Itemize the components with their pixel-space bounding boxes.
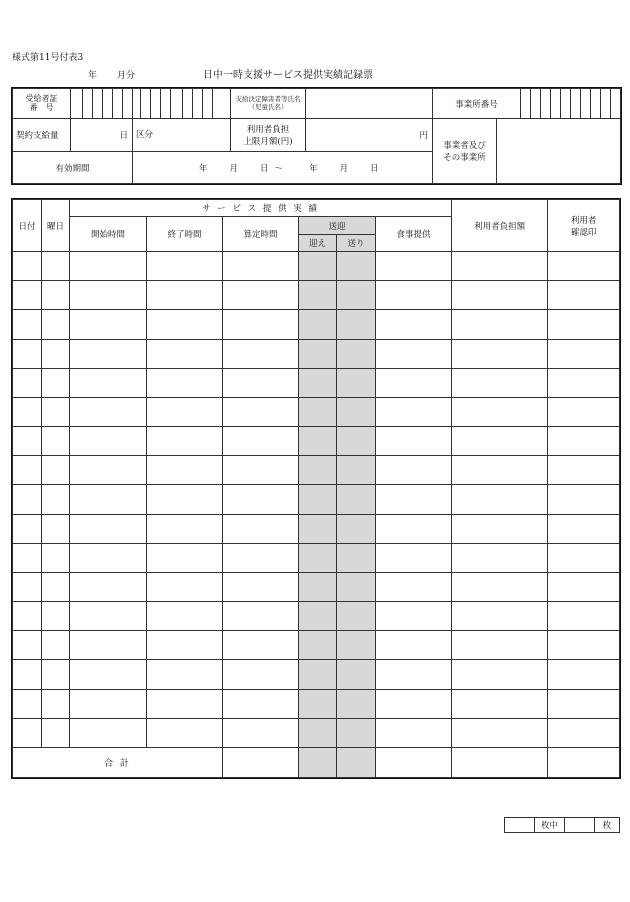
burden-cell[interactable] bbox=[452, 602, 548, 631]
end-cell[interactable] bbox=[147, 514, 223, 543]
confirm-cell[interactable] bbox=[548, 660, 620, 689]
table-row bbox=[13, 427, 620, 456]
confirm-cell[interactable] bbox=[548, 514, 620, 543]
burden-cell[interactable] bbox=[452, 281, 548, 310]
burden-cell[interactable] bbox=[452, 368, 548, 397]
dow-cell[interactable] bbox=[42, 543, 70, 572]
start-cell[interactable] bbox=[70, 631, 147, 660]
form-id: 様式第11号付表3 bbox=[12, 53, 84, 63]
recipient-no-digit[interactable] bbox=[133, 89, 141, 119]
table-row bbox=[13, 572, 620, 601]
burden-cell[interactable] bbox=[452, 631, 548, 660]
dropoff-col-header: 送り bbox=[337, 235, 376, 252]
pickup-cell[interactable] bbox=[299, 543, 337, 572]
recipient-no-digit[interactable] bbox=[103, 89, 113, 119]
dow-cell[interactable] bbox=[42, 339, 70, 368]
meal-cell[interactable] bbox=[376, 281, 452, 310]
burden-cell[interactable] bbox=[452, 514, 548, 543]
form-title: 日中一時支援サービス提供実績記録票 bbox=[203, 70, 373, 81]
date-cell[interactable] bbox=[13, 485, 42, 514]
table-row bbox=[13, 514, 620, 543]
transport-group-header: 送迎 bbox=[299, 217, 376, 235]
start-cell[interactable] bbox=[70, 718, 147, 747]
total-dropoff-cell[interactable] bbox=[337, 748, 376, 778]
pickup-cell[interactable] bbox=[299, 660, 337, 689]
table-row bbox=[13, 456, 620, 485]
end-cell[interactable] bbox=[147, 397, 223, 426]
service-group-header: サ ー ビ ス 提 供 実 績 bbox=[70, 200, 452, 217]
burden-limit-field[interactable]: 円 bbox=[306, 119, 433, 152]
end-cell[interactable] bbox=[147, 718, 223, 747]
dow-cell[interactable] bbox=[42, 572, 70, 601]
office-no-label: 事業所番号 bbox=[433, 89, 521, 119]
dropoff-cell[interactable] bbox=[337, 310, 376, 339]
confirm-cell[interactable] bbox=[548, 397, 620, 426]
meal-cell[interactable] bbox=[376, 514, 452, 543]
end-col-header: 終了時間 bbox=[147, 217, 223, 252]
sheet-total-field[interactable] bbox=[565, 818, 595, 833]
calc-cell[interactable] bbox=[223, 631, 299, 660]
table-row bbox=[13, 689, 620, 718]
table-row bbox=[13, 602, 620, 631]
contract-amount-label: 契約支給量 bbox=[13, 119, 71, 152]
confirm-cell[interactable] bbox=[548, 339, 620, 368]
date-cell[interactable] bbox=[13, 281, 42, 310]
end-cell[interactable] bbox=[147, 339, 223, 368]
start-cell[interactable] bbox=[70, 252, 147, 281]
dow-cell[interactable] bbox=[42, 718, 70, 747]
meal-cell[interactable] bbox=[376, 660, 452, 689]
provider-field[interactable] bbox=[497, 119, 621, 184]
date-cell[interactable] bbox=[13, 252, 42, 281]
meal-cell[interactable] bbox=[376, 252, 452, 281]
dropoff-cell[interactable] bbox=[337, 602, 376, 631]
table-row bbox=[13, 368, 620, 397]
end-cell[interactable] bbox=[147, 427, 223, 456]
pickup-cell[interactable] bbox=[299, 602, 337, 631]
burden-cell[interactable] bbox=[452, 427, 548, 456]
valid-period-label: 有効期間 bbox=[13, 152, 133, 184]
burden-cell[interactable] bbox=[452, 572, 548, 601]
confirm-cell[interactable] bbox=[548, 456, 620, 485]
dropoff-cell[interactable] bbox=[337, 572, 376, 601]
confirm-cell[interactable] bbox=[548, 689, 620, 718]
start-col-header: 開始時間 bbox=[70, 217, 147, 252]
burden-cell[interactable] bbox=[452, 543, 548, 572]
sheet-unit-label: 枚 bbox=[595, 818, 620, 833]
dropoff-cell[interactable] bbox=[337, 252, 376, 281]
dow-cell[interactable] bbox=[42, 514, 70, 543]
table-row bbox=[13, 631, 620, 660]
dow-cell[interactable] bbox=[42, 660, 70, 689]
calc-col-header: 算定時間 bbox=[223, 217, 299, 252]
meal-col-header: 食事提供 bbox=[376, 217, 452, 252]
dropoff-cell[interactable] bbox=[337, 660, 376, 689]
calc-cell[interactable] bbox=[223, 252, 299, 281]
date-col-header: 日付 bbox=[13, 200, 42, 252]
header-table bbox=[12, 88, 621, 184]
end-cell[interactable] bbox=[147, 456, 223, 485]
calc-cell[interactable] bbox=[223, 281, 299, 310]
calc-cell[interactable] bbox=[223, 310, 299, 339]
calc-cell[interactable] bbox=[223, 397, 299, 426]
office-no-digit[interactable] bbox=[611, 89, 621, 119]
burden-cell[interactable] bbox=[452, 339, 548, 368]
dropoff-cell[interactable] bbox=[337, 631, 376, 660]
confirm-cell[interactable] bbox=[548, 310, 620, 339]
office-no-digit[interactable] bbox=[601, 89, 611, 119]
total-meal-cell[interactable] bbox=[376, 748, 452, 778]
start-cell[interactable] bbox=[70, 339, 147, 368]
date-cell[interactable] bbox=[13, 310, 42, 339]
date-cell[interactable] bbox=[13, 718, 42, 747]
start-cell[interactable] bbox=[70, 572, 147, 601]
burden-cell[interactable] bbox=[452, 252, 548, 281]
recipient-no-label: 受給者証 番 号 bbox=[13, 89, 71, 119]
category-field[interactable]: 区分 bbox=[133, 119, 231, 152]
pickup-cell[interactable] bbox=[299, 310, 337, 339]
office-no-digit[interactable] bbox=[531, 89, 541, 119]
meal-cell[interactable] bbox=[376, 339, 452, 368]
table-row bbox=[13, 310, 620, 339]
date-cell[interactable] bbox=[13, 339, 42, 368]
burden-cell[interactable] bbox=[452, 660, 548, 689]
dow-cell[interactable] bbox=[42, 368, 70, 397]
confirm-cell[interactable] bbox=[548, 485, 620, 514]
total-pickup-cell[interactable] bbox=[299, 748, 337, 778]
start-cell[interactable] bbox=[70, 281, 147, 310]
date-cell[interactable] bbox=[13, 572, 42, 601]
start-cell[interactable] bbox=[70, 427, 147, 456]
confirm-cell[interactable] bbox=[548, 631, 620, 660]
calc-cell[interactable] bbox=[223, 660, 299, 689]
dow-cell[interactable] bbox=[42, 310, 70, 339]
office-no-digit[interactable] bbox=[521, 89, 531, 119]
pickup-cell[interactable] bbox=[299, 514, 337, 543]
recipient-no-digit[interactable] bbox=[213, 89, 231, 119]
calc-cell[interactable] bbox=[223, 718, 299, 747]
recipient-no-digit[interactable] bbox=[71, 89, 83, 119]
confirm-cell[interactable] bbox=[548, 281, 620, 310]
confirm-col-header: 利用者 確認印 bbox=[548, 200, 620, 252]
confirm-cell[interactable] bbox=[548, 572, 620, 601]
dow-cell[interactable] bbox=[42, 252, 70, 281]
office-no-digit[interactable] bbox=[571, 89, 581, 119]
start-cell[interactable] bbox=[70, 485, 147, 514]
recipient-no-digit[interactable] bbox=[123, 89, 133, 119]
pickup-cell[interactable] bbox=[299, 485, 337, 514]
dow-cell[interactable] bbox=[42, 456, 70, 485]
burden-cell[interactable] bbox=[452, 485, 548, 514]
pickup-cell[interactable] bbox=[299, 281, 337, 310]
calc-cell[interactable] bbox=[223, 368, 299, 397]
meal-cell[interactable] bbox=[376, 689, 452, 718]
confirm-cell[interactable] bbox=[548, 427, 620, 456]
dow-col-header: 曜日 bbox=[42, 200, 70, 252]
total-burden-cell[interactable] bbox=[452, 748, 548, 778]
calc-cell[interactable] bbox=[223, 514, 299, 543]
end-cell[interactable] bbox=[147, 689, 223, 718]
burden-cell[interactable] bbox=[452, 310, 548, 339]
dropoff-cell[interactable] bbox=[337, 485, 376, 514]
burden-cell[interactable] bbox=[452, 456, 548, 485]
confirm-cell[interactable] bbox=[548, 543, 620, 572]
meal-cell[interactable] bbox=[376, 485, 452, 514]
table-row bbox=[13, 281, 620, 310]
date-cell[interactable] bbox=[13, 660, 42, 689]
meal-cell[interactable] bbox=[376, 572, 452, 601]
end-cell[interactable] bbox=[147, 281, 223, 310]
dropoff-cell[interactable] bbox=[337, 689, 376, 718]
valid-period-field[interactable]: 年 月 日 〜 年 月 日 bbox=[133, 152, 433, 184]
meal-cell[interactable] bbox=[376, 718, 452, 747]
calc-cell[interactable] bbox=[223, 543, 299, 572]
pickup-cell[interactable] bbox=[299, 718, 337, 747]
meal-cell[interactable] bbox=[376, 310, 452, 339]
calc-cell[interactable] bbox=[223, 689, 299, 718]
calc-cell[interactable] bbox=[223, 572, 299, 601]
meal-cell[interactable] bbox=[376, 631, 452, 660]
table-row bbox=[13, 252, 620, 281]
dropoff-cell[interactable] bbox=[337, 514, 376, 543]
sheet-current-field[interactable] bbox=[505, 818, 535, 833]
dropoff-cell[interactable] bbox=[337, 718, 376, 747]
recipient-no-digit[interactable] bbox=[161, 89, 171, 119]
total-label: 合 計 bbox=[13, 748, 223, 778]
dropoff-cell[interactable] bbox=[337, 368, 376, 397]
start-cell[interactable] bbox=[70, 602, 147, 631]
end-cell[interactable] bbox=[147, 602, 223, 631]
month-label: 月分 bbox=[117, 71, 136, 81]
meal-cell[interactable] bbox=[376, 397, 452, 426]
date-cell[interactable] bbox=[13, 543, 42, 572]
end-cell[interactable] bbox=[147, 543, 223, 572]
end-cell[interactable] bbox=[147, 572, 223, 601]
record-body bbox=[13, 252, 620, 748]
table-row bbox=[13, 339, 620, 368]
pickup-cell[interactable] bbox=[299, 572, 337, 601]
pickup-cell[interactable] bbox=[299, 689, 337, 718]
meal-cell[interactable] bbox=[376, 543, 452, 572]
meal-cell[interactable] bbox=[376, 602, 452, 631]
pickup-cell[interactable] bbox=[299, 427, 337, 456]
dow-cell[interactable] bbox=[42, 397, 70, 426]
calc-cell[interactable] bbox=[223, 602, 299, 631]
year-label: 年 bbox=[88, 71, 98, 81]
sheet-of-label: 枚中 bbox=[535, 818, 565, 833]
end-cell[interactable] bbox=[147, 485, 223, 514]
dropoff-cell[interactable] bbox=[337, 397, 376, 426]
start-cell[interactable] bbox=[70, 660, 147, 689]
calc-cell[interactable] bbox=[223, 456, 299, 485]
meal-cell[interactable] bbox=[376, 456, 452, 485]
office-no-digit[interactable] bbox=[541, 89, 551, 119]
burden-col-header: 利用者負担額 bbox=[452, 200, 548, 252]
dow-cell[interactable] bbox=[42, 485, 70, 514]
end-cell[interactable] bbox=[147, 660, 223, 689]
pickup-cell[interactable] bbox=[299, 397, 337, 426]
dropoff-cell[interactable] bbox=[337, 281, 376, 310]
pickup-col-header: 迎え bbox=[299, 235, 337, 252]
start-cell[interactable] bbox=[70, 456, 147, 485]
office-no-digit[interactable] bbox=[591, 89, 601, 119]
meal-cell[interactable] bbox=[376, 427, 452, 456]
dow-cell[interactable] bbox=[42, 602, 70, 631]
recipient-no-digit[interactable] bbox=[83, 89, 93, 119]
pickup-cell[interactable] bbox=[299, 368, 337, 397]
end-cell[interactable] bbox=[147, 368, 223, 397]
office-no-digit[interactable] bbox=[581, 89, 591, 119]
table-row bbox=[13, 397, 620, 426]
date-cell[interactable] bbox=[13, 427, 42, 456]
burden-cell[interactable] bbox=[452, 397, 548, 426]
start-cell[interactable] bbox=[70, 368, 147, 397]
provider-label: 事業者及び その事業所 bbox=[433, 119, 497, 184]
dow-cell[interactable] bbox=[42, 427, 70, 456]
start-cell[interactable] bbox=[70, 310, 147, 339]
recipient-no-digit[interactable] bbox=[93, 89, 103, 119]
recipient-no-digit[interactable] bbox=[171, 89, 183, 119]
sheet-counter bbox=[504, 817, 620, 833]
calc-cell[interactable] bbox=[223, 427, 299, 456]
date-cell[interactable] bbox=[13, 397, 42, 426]
burden-cell[interactable] bbox=[452, 718, 548, 747]
table-row bbox=[13, 485, 620, 514]
start-cell[interactable] bbox=[70, 689, 147, 718]
end-cell[interactable] bbox=[147, 310, 223, 339]
pickup-cell[interactable] bbox=[299, 631, 337, 660]
date-cell[interactable] bbox=[13, 456, 42, 485]
calc-cell[interactable] bbox=[223, 485, 299, 514]
start-cell[interactable] bbox=[70, 543, 147, 572]
confirm-cell[interactable] bbox=[548, 718, 620, 747]
date-cell[interactable] bbox=[13, 514, 42, 543]
total-calc-cell[interactable] bbox=[223, 748, 299, 778]
recipient-no-digit[interactable] bbox=[141, 89, 151, 119]
start-cell[interactable] bbox=[70, 397, 147, 426]
recipient-no-digit[interactable] bbox=[193, 89, 203, 119]
total-confirm-cell[interactable] bbox=[548, 748, 620, 778]
confirm-cell[interactable] bbox=[548, 368, 620, 397]
end-cell[interactable] bbox=[147, 252, 223, 281]
start-cell[interactable] bbox=[70, 514, 147, 543]
table-row bbox=[13, 660, 620, 689]
dropoff-cell[interactable] bbox=[337, 339, 376, 368]
guardian-name-label: 支給決定障害者等氏名 （児童氏名） bbox=[231, 89, 306, 119]
contract-amount-field[interactable]: 日 bbox=[71, 119, 133, 152]
burden-limit-label: 利用者負担 上限月額(円) bbox=[231, 119, 306, 152]
recipient-no-digit[interactable] bbox=[203, 89, 213, 119]
date-cell[interactable] bbox=[13, 631, 42, 660]
office-no-digit[interactable] bbox=[561, 89, 571, 119]
confirm-cell[interactable] bbox=[548, 252, 620, 281]
confirm-cell[interactable] bbox=[548, 602, 620, 631]
burden-cell[interactable] bbox=[452, 689, 548, 718]
guardian-name-field[interactable] bbox=[306, 89, 433, 119]
meal-cell[interactable] bbox=[376, 368, 452, 397]
dow-cell[interactable] bbox=[42, 281, 70, 310]
pickup-cell[interactable] bbox=[299, 339, 337, 368]
table-row bbox=[13, 718, 620, 747]
dropoff-cell[interactable] bbox=[337, 427, 376, 456]
office-no-digit[interactable] bbox=[551, 89, 561, 119]
date-cell[interactable] bbox=[13, 368, 42, 397]
dropoff-cell[interactable] bbox=[337, 543, 376, 572]
dropoff-cell[interactable] bbox=[337, 456, 376, 485]
dow-cell[interactable] bbox=[42, 631, 70, 660]
dow-cell[interactable] bbox=[42, 689, 70, 718]
recipient-no-digit[interactable] bbox=[151, 89, 161, 119]
calc-cell[interactable] bbox=[223, 339, 299, 368]
record-table bbox=[12, 199, 620, 778]
date-cell[interactable] bbox=[13, 689, 42, 718]
pickup-cell[interactable] bbox=[299, 456, 337, 485]
date-cell[interactable] bbox=[13, 602, 42, 631]
pickup-cell[interactable] bbox=[299, 252, 337, 281]
recipient-no-digit[interactable] bbox=[113, 89, 123, 119]
table-row bbox=[13, 543, 620, 572]
end-cell[interactable] bbox=[147, 631, 223, 660]
recipient-no-digit[interactable] bbox=[183, 89, 193, 119]
